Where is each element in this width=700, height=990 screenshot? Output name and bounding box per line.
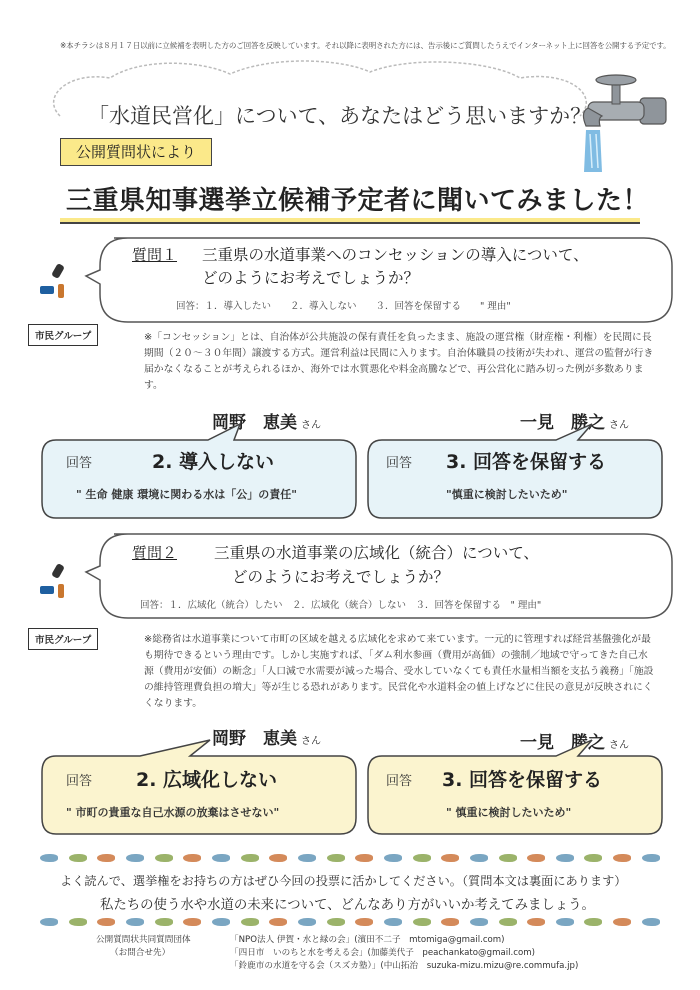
candidate-name: 岡野 恵美	[212, 729, 297, 749]
main-question: 「水道民営化」について、あなたはどう思いますか？	[88, 104, 592, 128]
contact-3: 「鈴鹿市の水道を守る会（スズカ塾）」(中山拓治 suzuka-mizu.mizu@re.commufa.jp)	[230, 961, 579, 971]
answer-reason-okano-1: " 生命 健康 環境に関わる水は「公」の責任"	[76, 488, 297, 501]
fish-border-bottom	[40, 916, 660, 928]
question1-text-line2: どのようにお考えでしょうか？	[202, 269, 420, 287]
subtitle-tag: 公開質問状により	[60, 138, 212, 166]
question1-options: 回答：１．導入したい ２．導入しない ３．回答を保留する " 理由"	[176, 301, 511, 312]
org-title: 公開質問状共同質問団体	[96, 935, 191, 945]
question1-text-line1: 三重県の水道事業へのコンセッションの導入について、	[202, 246, 589, 264]
group-badge-1: 市民グループ	[28, 324, 98, 346]
contact-1: 「NPO法人 伊賀・水と緑の会」(濱田不二子 mtomiga@gmail.com)	[230, 935, 505, 945]
answer-label: 回答	[66, 456, 93, 471]
candidate-name: 一見 勝之	[520, 413, 605, 433]
candidate-name: 岡野 恵美	[212, 413, 297, 433]
faucet-icon	[582, 68, 672, 178]
answer-reason-hitomi-2: " 慎重に検討したいため"	[446, 806, 572, 819]
question1-note: ※「コンセッション」とは、自治体が公共施設の保有責任を負ったまま、施設の運営権（財産権・利権）を民間に長期間（２０～３０年間）譲渡する方式。運営利益は民間に入ります。自治体職員の技術が失われ、運営の監督が行き届かなくなることが考えられるほか、海外では水質悪化や料金高騰などで、再公営化に踏み切った例が多数あります。	[144, 332, 654, 391]
honorific: さん	[301, 420, 321, 431]
group-badge-2: 市民グループ	[28, 628, 98, 650]
headline-underline	[60, 222, 640, 224]
honorific: さん	[301, 736, 321, 747]
headline: 三重県知事選挙立候補予定者に聞いてみました！	[66, 186, 650, 216]
answer-reason-hitomi-1: "慎重に検討したいため"	[446, 488, 568, 501]
candidate-name: 一見 勝之	[520, 733, 605, 753]
answer-choice-hitomi-2: 3. 回答を保留する	[442, 769, 603, 791]
interview-icon	[36, 262, 76, 302]
answer-choice-okano-1: 2. 導入しない	[152, 451, 275, 473]
notice-text: ※本チラシは８月１７日以前に立候補を表明した方のご回答を反映しています。それ以降に表明された方には、告示後にご質問したうえでインターネット上に回答を公開する予定です。	[60, 41, 671, 50]
honorific: さん	[609, 740, 629, 751]
question1-label: 質問１	[132, 246, 178, 264]
footer-line2: 私たちの使う水や水道の未来について、どんなあり方がいいか考えてみましょう。	[100, 898, 595, 913]
question2-options: 回答：１．広域化（統合）したい ２．広域化（統合）しない ３．回答を保留する " 理由"	[140, 600, 542, 611]
honorific: さん	[609, 420, 629, 431]
answer-reason-okano-2: " 市町の貴重な自己水源の放棄はさせない"	[66, 806, 280, 819]
question2-label: 質問２	[132, 544, 178, 562]
question2-note: ※総務省は水道事業について市町の区域を越える広域化を求めて来ています。一元的に管理すれば経営基盤強化が最も期待できるという理由です。しかし実施すれば、「ダム利水参画（費用が高価）の強制／地域で守ってきた自己水源（費用が安価）の断念」「人口減で水需要が減った場合、受水していなくても責任水量相当額を支払う義務」「施設の維持管理費負担の増大」等が生じる恐れがあります。民営化や水道料金の値上げなどに住民の意見が反映されにくくなります。	[144, 634, 654, 709]
answer-choice-hitomi-1: 3. 回答を保留する	[446, 451, 607, 473]
fish-border-top	[40, 852, 660, 864]
footer-line1: よく読んで、選挙権をお持ちの方はぜひ今回の投票に活かしてください。（質問本文は裏面にあります）	[60, 874, 627, 888]
contact-2: 「四日市 いのちと水を考える会」(加藤美代子 peachankato@gmail.com)	[230, 948, 535, 958]
question2-text-line2: どのようにお考えでしょうか？	[232, 568, 450, 586]
answer-label: 回答	[386, 456, 413, 471]
interview-icon	[36, 562, 76, 602]
question2-text-line1: 三重県の水道事業の広域化（統合）について、	[214, 544, 539, 562]
answer-choice-okano-2: 2. 広域化しない	[136, 769, 278, 791]
org-subtitle: （お問合せ先）	[110, 948, 171, 958]
answer-label: 回答	[386, 774, 413, 789]
answer-label: 回答	[66, 774, 93, 789]
